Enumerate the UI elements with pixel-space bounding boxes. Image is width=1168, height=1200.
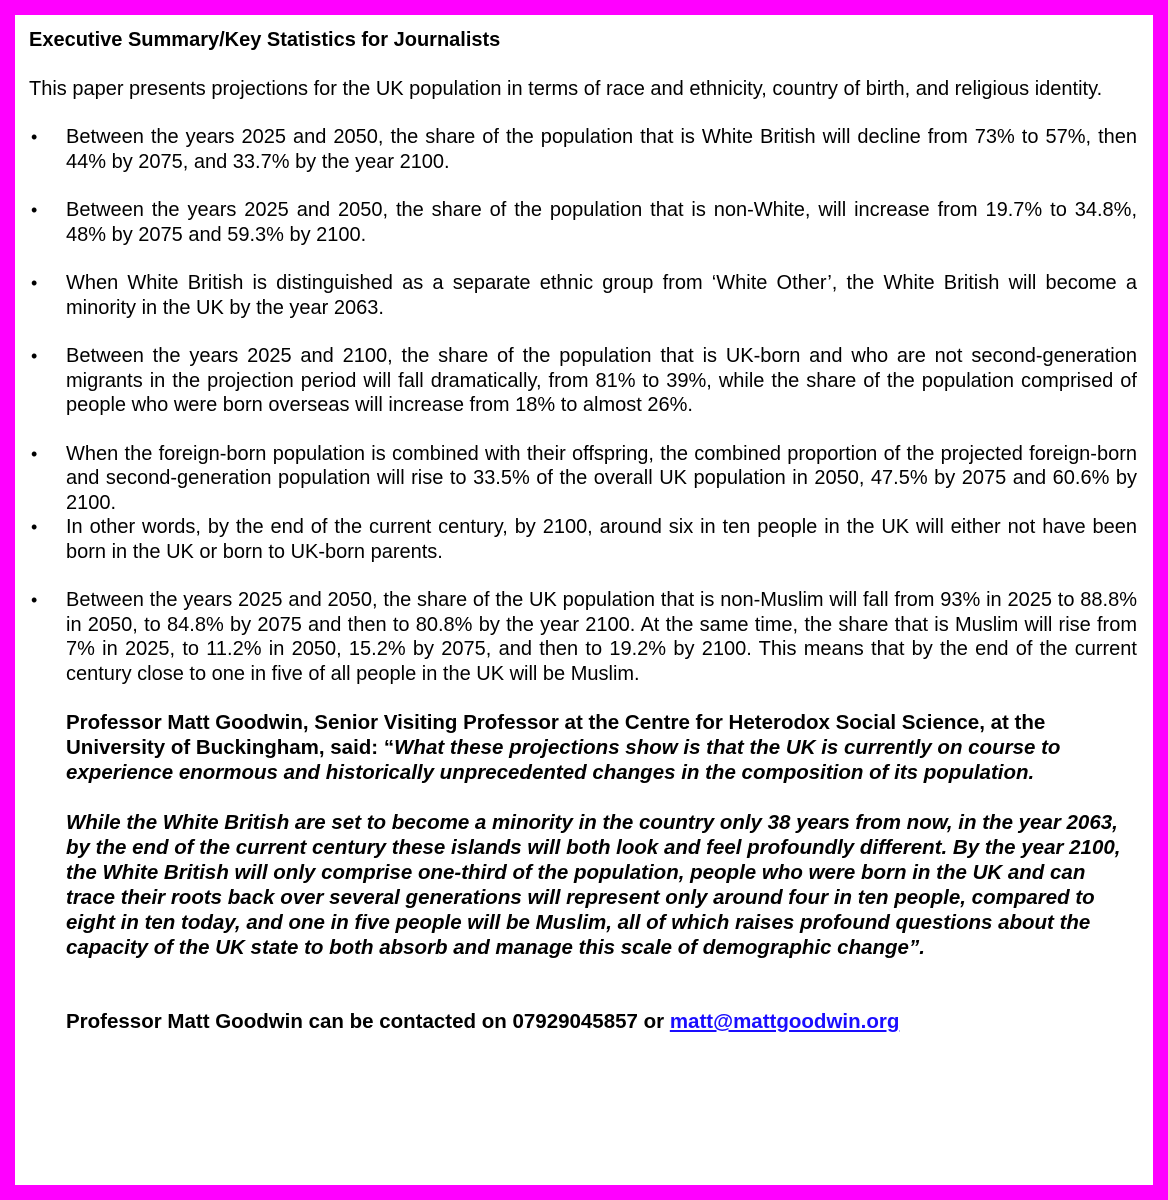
- document-content: [29, 28, 1137, 1035]
- list-item: [29, 198, 1137, 247]
- bullet-icon: •: [31, 273, 38, 293]
- quote-paragraph-1: [66, 710, 1137, 785]
- list-item: [29, 344, 1137, 418]
- list-item-text: When the foreign-born population is combined with their offspring, the combined proportion of the projected foreign-born and second-generation population will rise to 33.5% of the overall UK population in 2050, 47.5% by 2075 and 60.6% by 2100.: [66, 442, 1137, 514]
- list-item-text: Between the years 2025 and 2050, the share of the population that is White British will decline from 73% to 57%, then 44% by 2075, and 33.7% by the year 2100.: [66, 126, 1137, 173]
- email-link[interactable]: matt@mattgoodwin.org: [669, 1010, 900, 1033]
- list-item: [29, 588, 1137, 686]
- list-item: [29, 271, 1137, 320]
- bullet-icon: •: [31, 517, 38, 537]
- bullet-icon: •: [31, 443, 38, 464]
- list-item-text: When White British is distinguished as a separate ethnic group from ‘White Other’, the White British will become a minority in the UK by the year 2063.: [66, 272, 1137, 319]
- bullet-icon: •: [31, 590, 38, 610]
- list-item-text: Between the years 2025 and 2050, the share of the UK population that is non-Muslim will fall from 93% in 2025 to 88.8% in 2050, to 84.8% by 2075 and then to 80.8% by the year 2100. At the same time, the share that is Muslim will rise from 7% in 2025, to 11.2% in 2050, 15.2% by 2075, and then to 19.2% by 2100. This means that by the end of the current century close to one in five of all people in the UK will be Muslim.: [66, 589, 1137, 685]
- quote-paragraph-2: While the White British are set to become a minority in the country only 38 years from now, in the year 2063, by the end of the current century these islands will both look and feel profoundly different. By the year 2100, the White British will only comprise one-third of the population, people who were born in the UK and can trace their roots back over several generations will represent only around four in ten people, compared to eight in ten today, and one in five people will be Muslim, all of which raises profound questions about the capacity of the UK state to both absorb and manage this scale of demographic change”.: [66, 811, 1121, 959]
- page-title: Executive Summary/Key Statistics for Journalists: [29, 29, 501, 51]
- list-item-text: In other words, by the end of the current century, by 2100, around six in ten people in the UK will either not have been born in the UK or born to UK-born parents.: [66, 516, 1137, 563]
- contact-text: Professor Matt Goodwin can be contacted on 07929045857 or: [66, 1010, 670, 1033]
- intro-paragraph: This paper presents projections for the UK population in terms of race and ethnicity, country of birth, and religious identity.: [29, 77, 1103, 100]
- list-item-text: Between the years 2025 and 2100, the share of the population that is UK-born and who are not second-generation migrants in the projection period will fall dramatically, from 81% to 39%, while the share of the population comprised of people who were born overseas will increase from 18% to almost 26%.: [66, 345, 1137, 416]
- list-item: [29, 515, 1137, 564]
- document-frame: [15, 15, 1153, 1185]
- list-item-text: Between the years 2025 and 2050, the share of the population that is non-White, will increase from 19.7% to 34.8%, 48% by 2075 and 59.3% by 2100.: [66, 199, 1137, 246]
- bullet-icon: •: [31, 127, 38, 147]
- bullet-icon: •: [31, 200, 38, 220]
- quote-attribution: Professor Matt Goodwin, Senior Visiting Professor at the Centre for Heterodox Social Science, at the University of Buckingham, said: “: [66, 711, 1046, 759]
- list-item: [29, 442, 1137, 516]
- goodwin-quote: [29, 710, 1137, 960]
- list-item: [29, 125, 1137, 174]
- key-statistics-list: [29, 125, 1137, 686]
- contact-line: [29, 1010, 1137, 1035]
- bullet-icon: •: [31, 346, 38, 366]
- quote-text-1: What these projections show is that the UK is currently on course to experience enormous and historically unprecedented changes in the composition of its population.: [66, 736, 1061, 784]
